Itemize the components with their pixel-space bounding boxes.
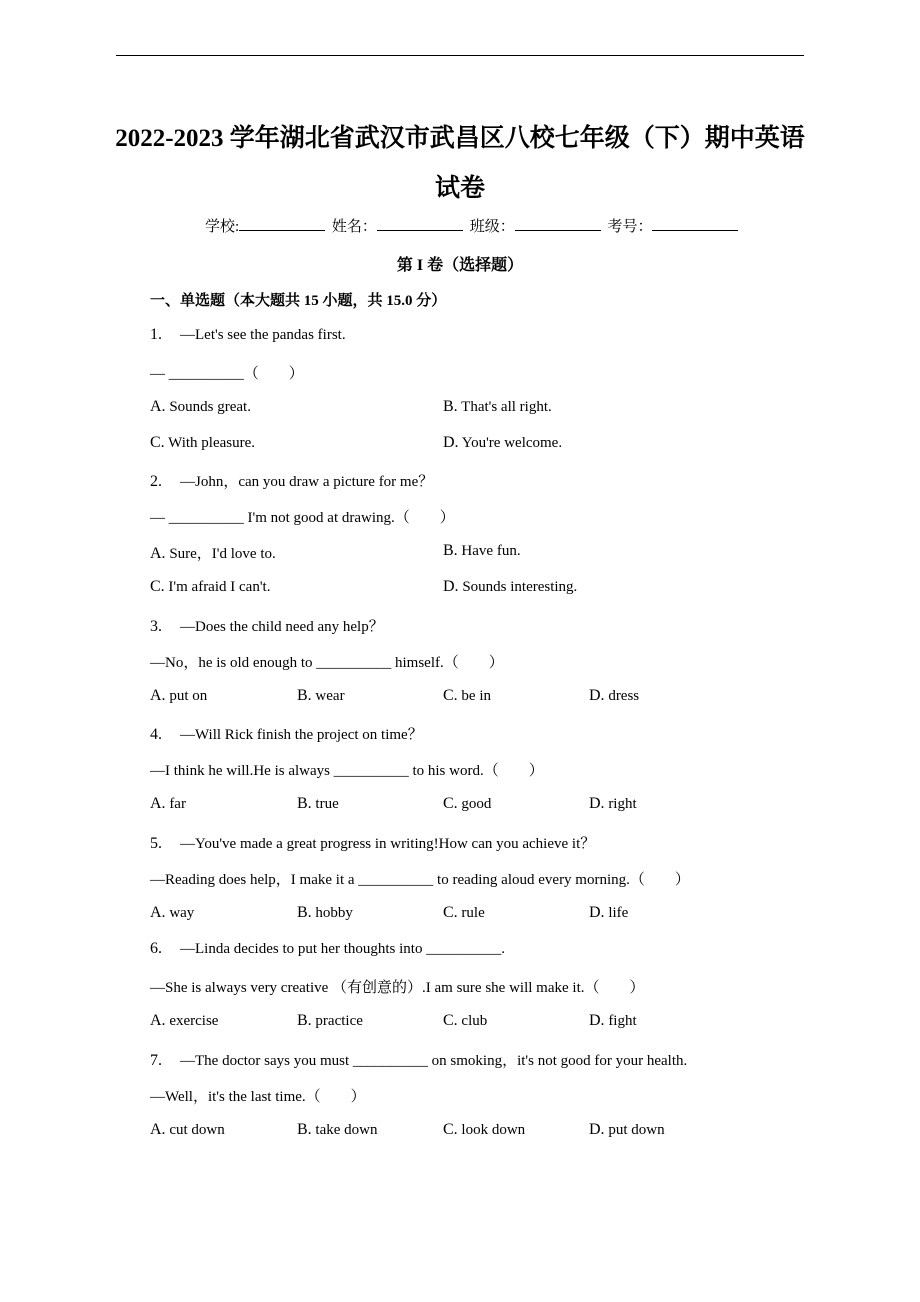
option-text: You're welcome.	[461, 435, 563, 451]
header-rule	[116, 55, 804, 56]
option-letter: C.	[150, 578, 165, 595]
option-letter: C.	[443, 1121, 458, 1138]
question-response: —I think he will.He is always __________ to his word.（ ）	[150, 763, 544, 779]
answer-option	[150, 1012, 218, 1030]
question-number: 2.	[150, 473, 162, 490]
option-text: way	[169, 905, 195, 921]
answer-option	[150, 795, 186, 813]
question-number: 3.	[150, 618, 162, 635]
answer-option	[150, 434, 255, 452]
option-letter: A.	[150, 1012, 166, 1029]
answer-option	[589, 795, 637, 813]
answer-option	[150, 904, 194, 922]
name-label: 姓名：	[331, 219, 377, 235]
question-prompt-text: —You've made a great progress in writing!How can you achieve it？	[180, 836, 596, 852]
question-prompt-text: —John，can you draw a picture for me？	[180, 474, 434, 490]
question-number: 7.	[150, 1052, 162, 1069]
option-letter: B.	[443, 542, 458, 559]
answer-option	[443, 1012, 487, 1030]
question-response: —Reading does help，I make it a __________ to reading aloud every morning.（ ）	[150, 872, 690, 888]
option-letter: B.	[443, 398, 458, 415]
answer-option	[443, 687, 491, 705]
option-text: life	[608, 905, 629, 921]
exam-title-line-2: 试卷	[434, 175, 485, 202]
option-letter: A.	[150, 398, 166, 415]
option-text: dress	[608, 688, 640, 704]
question-response: —She is always very creative （有创意的）.I am sure she will make it.（ ）	[150, 980, 645, 996]
option-text: right	[608, 796, 637, 812]
option-letter: C.	[443, 795, 458, 812]
answer-option	[297, 1121, 378, 1139]
question-prompt	[150, 326, 346, 344]
section-title: 第 I 卷（选择题）	[396, 257, 524, 274]
option-letter: B.	[297, 1012, 312, 1029]
school-blank	[239, 216, 325, 231]
question-number: 5.	[150, 835, 162, 852]
option-letter: B.	[297, 904, 312, 921]
option-letter: D.	[589, 904, 605, 921]
option-letter: B.	[297, 1121, 312, 1138]
answer-option	[150, 542, 276, 563]
option-text: I'm afraid I can't.	[168, 579, 271, 595]
option-letter: A.	[150, 795, 166, 812]
option-text: be in	[461, 688, 491, 704]
answer-option	[589, 904, 628, 922]
answer-option	[150, 578, 270, 596]
option-text: take down	[315, 1122, 378, 1138]
question-response: — __________ I'm not good at drawing.（ ）	[150, 510, 455, 526]
question-prompt-text: —Will Rick finish the project on time？	[180, 727, 423, 743]
option-text: With pleasure.	[168, 435, 256, 451]
option-text: cut down	[169, 1122, 225, 1138]
exam-number-blank	[652, 216, 738, 231]
answer-option	[297, 1012, 363, 1030]
question-prompt	[150, 723, 423, 744]
answer-option	[443, 1121, 525, 1139]
question-prompt	[150, 940, 505, 958]
answer-option	[589, 1012, 637, 1030]
option-text: fight	[608, 1013, 637, 1029]
option-letter: C.	[150, 434, 165, 451]
answer-option	[150, 398, 251, 416]
option-letter: C.	[443, 1012, 458, 1029]
question-number: 1.	[150, 326, 162, 343]
question-prompt-text: —Linda decides to put her thoughts into __________.	[180, 941, 505, 957]
answer-option	[297, 687, 345, 705]
option-text: true	[315, 796, 339, 812]
option-letter: D.	[589, 1012, 605, 1029]
answer-option	[297, 904, 353, 922]
class-label: 班级：	[469, 219, 515, 235]
question-prompt-text: —The doctor says you must __________ on smoking，it's not good for your health.	[180, 1053, 688, 1069]
option-text: look down	[461, 1122, 526, 1138]
option-letter: D.	[589, 795, 605, 812]
option-letter: C.	[443, 687, 458, 704]
answer-option	[589, 687, 639, 705]
option-letter: B.	[297, 795, 312, 812]
school-label: 学校:	[205, 219, 240, 235]
option-text: hobby	[315, 905, 353, 921]
option-text: put on	[169, 688, 208, 704]
answer-option	[589, 1121, 665, 1139]
class-blank	[515, 216, 601, 231]
option-letter: D.	[589, 1121, 605, 1138]
part-heading: 一、单选题（本大题共 15 小题，共 15.0 分）	[150, 293, 447, 309]
answer-option	[150, 1121, 225, 1139]
option-text: good	[461, 796, 492, 812]
option-text: practice	[315, 1013, 363, 1029]
option-letter: D.	[589, 687, 605, 704]
answer-option	[443, 795, 491, 813]
option-text: Sure，I'd love to.	[169, 546, 276, 562]
question-number: 4.	[150, 726, 162, 743]
answer-option	[443, 542, 521, 560]
option-text: Sounds great.	[169, 399, 251, 415]
option-text: That's all right.	[461, 399, 552, 415]
option-text: Sounds interesting.	[462, 579, 578, 595]
option-text: exercise	[169, 1013, 219, 1029]
answer-option	[443, 434, 562, 452]
question-prompt	[150, 615, 384, 636]
student-info-row	[205, 215, 741, 236]
option-text: rule	[461, 905, 485, 921]
question-prompt-text: —Does the child need any help？	[180, 619, 384, 635]
option-letter: B.	[297, 687, 312, 704]
question-prompt	[150, 1049, 687, 1070]
exam-number-label: 考号：	[607, 219, 653, 235]
name-blank	[377, 216, 463, 231]
option-text: far	[169, 796, 186, 812]
question-prompt	[150, 832, 595, 853]
option-text: put down	[608, 1122, 665, 1138]
answer-option	[443, 398, 552, 416]
question-response: —Well，it's the last time.（ ）	[150, 1089, 366, 1105]
question-response: — __________（ ）	[150, 366, 304, 382]
question-response: —No，he is old enough to __________ himself.（ ）	[150, 655, 504, 671]
option-letter: D.	[443, 434, 459, 451]
option-letter: A.	[150, 904, 166, 921]
option-letter: A.	[150, 1121, 166, 1138]
answer-option	[150, 687, 207, 705]
option-letter: D.	[443, 578, 459, 595]
exam-title-line-1: 2022-2023 学年湖北省武汉市武昌区八校七年级（下）期中英语	[115, 125, 805, 152]
option-text: Have fun.	[461, 543, 521, 559]
option-letter: C.	[443, 904, 458, 921]
question-number: 6.	[150, 940, 162, 957]
option-text: wear	[315, 688, 345, 704]
question-prompt	[150, 470, 433, 491]
answer-option	[297, 795, 339, 813]
option-text: club	[461, 1013, 488, 1029]
option-letter: A.	[150, 545, 166, 562]
question-prompt-text: —Let's see the pandas first.	[180, 327, 346, 343]
answer-option	[443, 904, 485, 922]
answer-option	[443, 578, 577, 596]
option-letter: A.	[150, 687, 166, 704]
